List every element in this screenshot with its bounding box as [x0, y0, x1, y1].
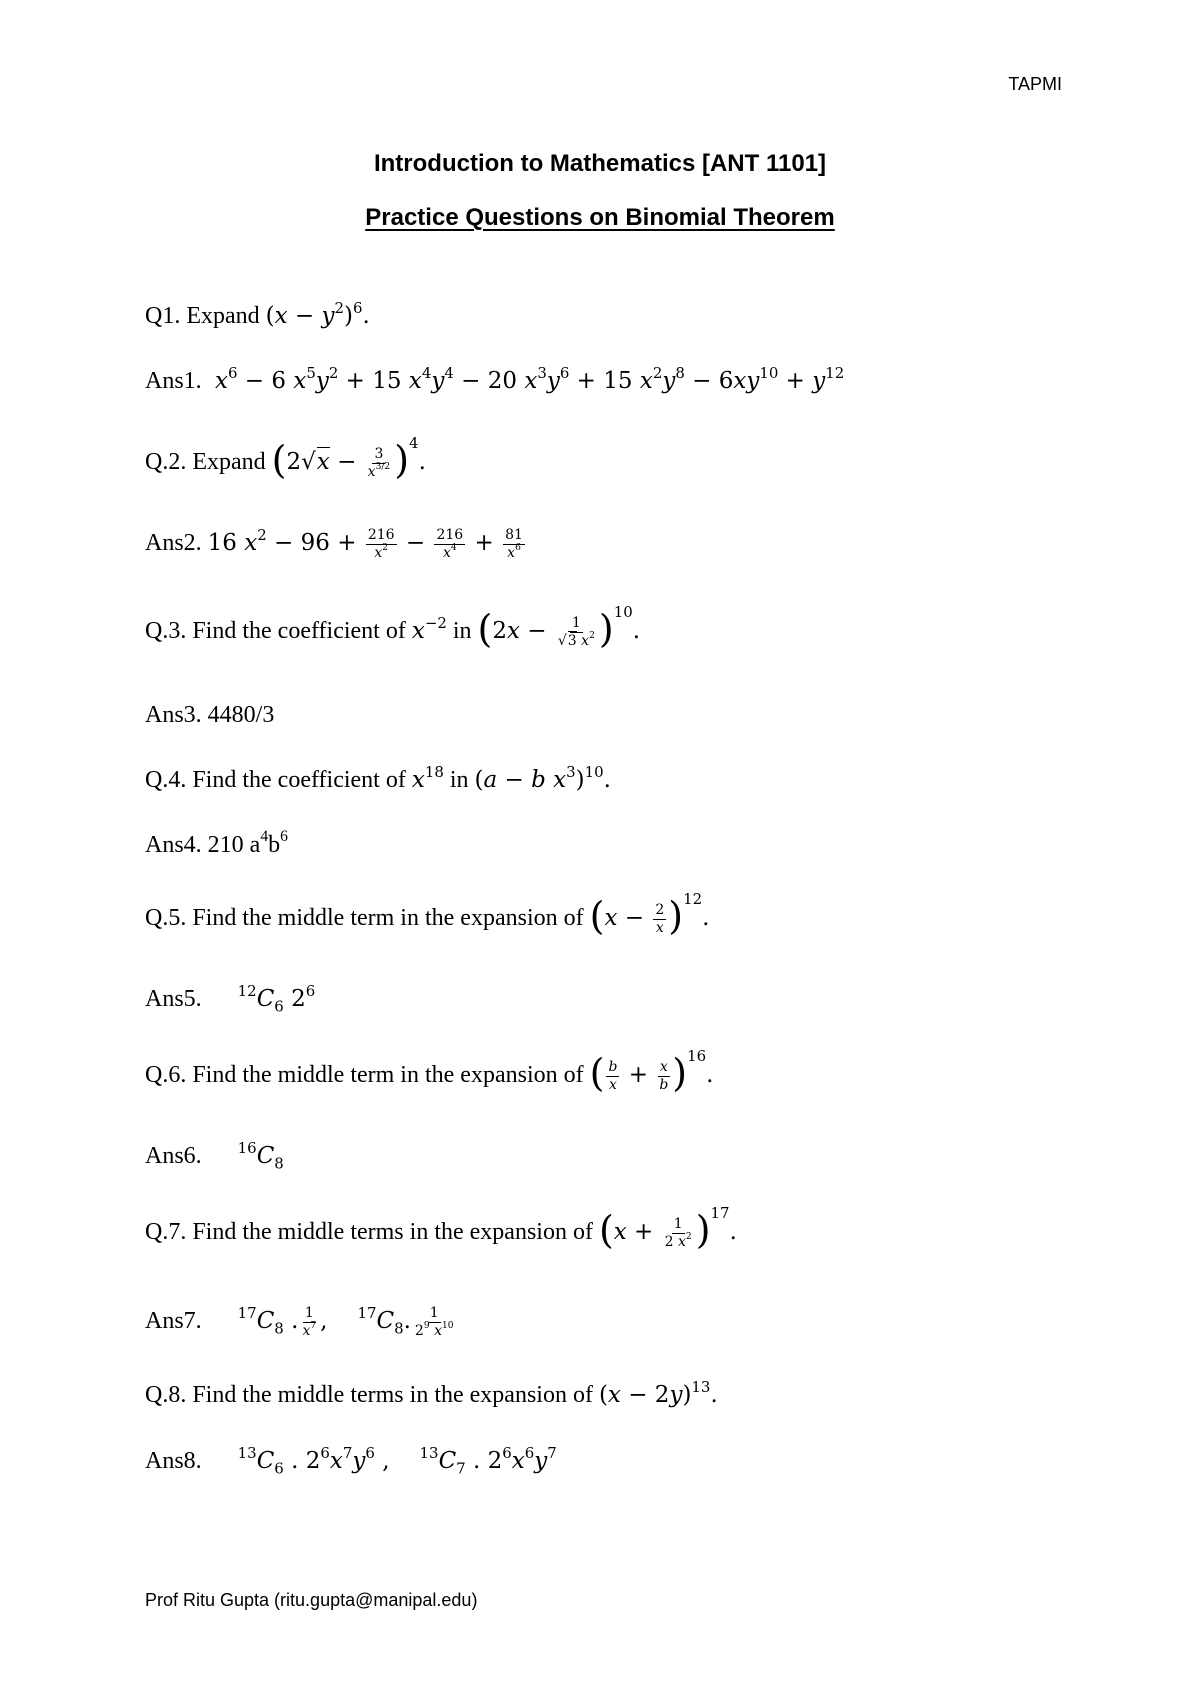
answer-5-expression: $^{12}C_6$ $2^6$: [237, 981, 316, 1016]
answer-8-expression: $^{13}C_6$ . $2^6x^7y^6$ , $^{13}C_7$ . $2^6x^6y^7$: [237, 1443, 557, 1478]
answer-5-label: Ans5.: [145, 986, 202, 1012]
question-1-label: Q1. Expand: [145, 303, 260, 329]
answer-1-expression: $x^6 - 6$ $x^5y^2 + 15$ $x^4y^4 - 20$ $x^3y^6 + 15$ $x^2y^8 - 6xy^{10} + y^{12}$: [214, 363, 845, 394]
question-5: [145, 890, 710, 938]
answer-5: [145, 981, 316, 1016]
answer-7: [145, 1306, 458, 1338]
question-8: [145, 1377, 718, 1409]
answer-3: [145, 702, 274, 729]
answer-7-label: Ans7.: [145, 1308, 202, 1335]
question-3-label: Q.3. Find the coefficient of: [145, 618, 406, 644]
question-3: [145, 603, 641, 651]
question-3-expression: (2x − $\frac{1}{√3 x^2}$ )$^{10}$.: [477, 603, 641, 651]
answer-4-label: Ans4. 210 a: [145, 832, 261, 858]
question-4-label: Q.4. Find the coefficient of: [145, 767, 406, 793]
question-5-label: Q.5. Find the middle term in the expansion of: [145, 905, 584, 931]
question-7: [145, 1204, 737, 1252]
answer-4-expression: $^4b^6$: [260, 828, 288, 858]
question-8-label: Q.8. Find the middle terms in the expansion of: [145, 1382, 593, 1408]
answer-7-expression: $^{17}C_8$ . $\frac{1}{x^7}$ , $^{17}C_8$. $\frac{1}{2^9 x^{10}}$: [237, 1304, 454, 1339]
answer-3-label: Ans3. 4480/3: [145, 702, 275, 728]
page-title: Introduction to Mathematics [ANT 1101]: [373, 150, 827, 177]
question-2-label: Q.2. Expand: [145, 449, 266, 475]
answer-1: [145, 363, 845, 395]
question-6: [145, 1047, 714, 1095]
answer-4: [145, 828, 288, 859]
question-8-expression: $(x - 2y)^{13}$.: [598, 1377, 718, 1408]
answer-1-label: Ans1.: [145, 368, 202, 394]
question-7-expression: (x + $\frac{1}{2 x^2}$ )$^{17}$.: [598, 1204, 737, 1252]
answer-8-label: Ans8.: [145, 1448, 202, 1474]
answer-2-expression: 16 $x^2 - 96$ + $\frac{216}{x^2}$ − $\frac{216}{x^4}$ + $\frac{81}{x^6}$: [207, 526, 523, 561]
question-1: [145, 298, 370, 330]
header-org: TAPMI: [1008, 74, 1062, 94]
answer-6: [145, 1138, 284, 1173]
answer-6-label: Ans6.: [145, 1143, 202, 1169]
question-2: [145, 434, 426, 482]
question-3-connector: in: [452, 618, 472, 644]
answer-8: [145, 1443, 557, 1478]
question-6-label: Q.6. Find the middle term in the expansion of: [145, 1062, 584, 1088]
question-1-expression: $(x - y^2)^6$.: [265, 298, 370, 329]
answer-6-expression: $^{16}C_8$: [237, 1138, 284, 1173]
question-6-expression: ( $\frac{b}{x}$ + $\frac{x}{b}$ )$^{16}$.: [589, 1047, 714, 1095]
answer-2: [145, 528, 527, 560]
question-4-term: $x^{18}$: [411, 762, 444, 793]
page-subtitle: Practice Questions on Binomial Theorem: [365, 204, 835, 231]
question-2-expression: (2√x − $\frac{3}{x^{3/2}}$ )$^4$.: [271, 434, 426, 482]
answer-2-label: Ans2.: [145, 530, 202, 557]
question-7-label: Q.7. Find the middle terms in the expansion of: [145, 1219, 593, 1245]
question-4: [145, 762, 611, 794]
footer-author: Prof Ritu Gupta (ritu.gupta@manipal.edu): [145, 1590, 478, 1610]
question-3-term: $x^{-2}$: [411, 613, 447, 644]
question-5-expression: (x − $\frac{2}{x}$ )$^{12}$.: [589, 890, 710, 938]
question-4-connector: in: [449, 767, 469, 793]
question-4-expression: (a − b $x^3)^{10}$.: [474, 762, 611, 793]
